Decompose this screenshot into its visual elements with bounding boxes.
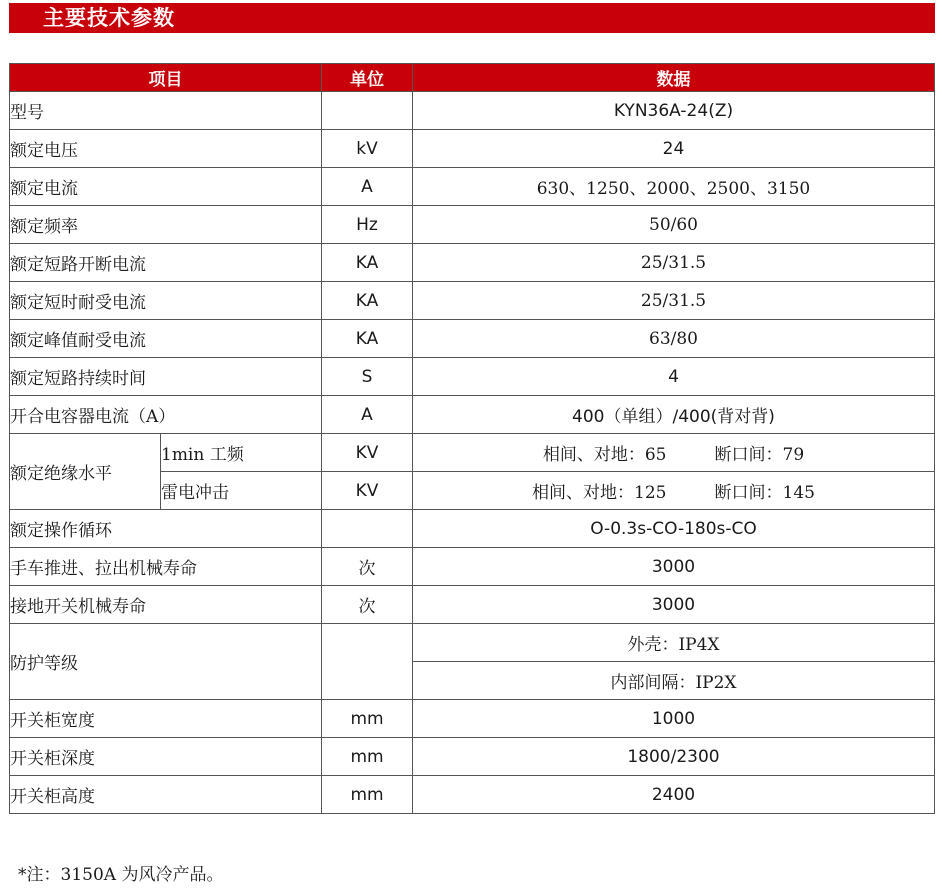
column-header-unit: 单位 — [322, 64, 413, 92]
table-row — [10, 92, 935, 130]
row-value-lightning — [413, 472, 935, 510]
row-subitem-power-frequency: 1min 工频 — [161, 434, 322, 472]
table-row — [10, 586, 935, 624]
row-unit-height: mm — [322, 776, 413, 814]
row-unit-truck-life: 次 — [322, 548, 413, 586]
table-row — [10, 320, 935, 358]
row-value-rated-voltage: 24 — [413, 130, 935, 168]
row-value-capacitor-current: 400（单组）/400(背对背) — [413, 396, 935, 434]
row-item-rated-current: 额定电流 — [10, 168, 322, 206]
table-row — [10, 358, 935, 396]
row-unit-short-circuit-duration: S — [322, 358, 413, 396]
row-value-rated-current: 630、1250、2000、2500、3150 — [413, 168, 935, 206]
row-value-earthing-life: 3000 — [413, 586, 935, 624]
row-value-internal: 内部间隔：IP2X — [413, 662, 935, 700]
row-item-truck-life: 手车推进、拉出机械寿命 — [10, 548, 322, 586]
row-value-peak-withstand: 63/80 — [413, 320, 935, 358]
table-row — [10, 700, 935, 738]
row-value-rated-frequency: 50/60 — [413, 206, 935, 244]
across-break-value: 断口间：79 — [714, 445, 805, 465]
row-item-model: 型号 — [10, 92, 322, 130]
row-item-rated-voltage: 额定电压 — [10, 130, 322, 168]
row-item-width: 开关柜宽度 — [10, 700, 322, 738]
row-unit-width: mm — [322, 700, 413, 738]
row-item-earthing-life: 接地开关机械寿命 — [10, 586, 322, 624]
row-unit-short-time-withstand: KA — [322, 282, 413, 320]
row-item-peak-withstand: 额定峰值耐受电流 — [10, 320, 322, 358]
row-value-short-circuit-duration: 4 — [413, 358, 935, 396]
row-unit-operating-cycle — [322, 510, 413, 548]
table-header-row — [10, 64, 935, 92]
row-value-short-circuit-breaking: 25/31.5 — [413, 244, 935, 282]
table-row — [10, 434, 935, 472]
row-item-depth: 开关柜深度 — [10, 738, 322, 776]
row-unit-earthing-life: 次 — [322, 586, 413, 624]
row-value-height: 2400 — [413, 776, 935, 814]
footnote: *注：3150A 为风冷产品。 — [18, 865, 224, 885]
row-item-height: 开关柜高度 — [10, 776, 322, 814]
row-item-capacitor-current: 开合电容器电流（A） — [10, 396, 322, 434]
row-value-operating-cycle: O-0.3s-CO-180s-CO — [413, 510, 935, 548]
row-unit-rated-voltage: kV — [322, 130, 413, 168]
row-unit-power-frequency: KV — [322, 434, 413, 472]
row-unit-peak-withstand: KA — [322, 320, 413, 358]
table-row — [10, 244, 935, 282]
row-value-enclosure: 外壳：IP4X — [413, 624, 935, 662]
row-item-rated-frequency: 额定频率 — [10, 206, 322, 244]
table-row — [10, 396, 935, 434]
across-break-value: 断口间：145 — [714, 483, 815, 503]
column-header-item: 项目 — [10, 64, 322, 92]
table-row — [10, 130, 935, 168]
row-value-model: KYN36A-24(Z) — [413, 92, 935, 130]
section-header-bar — [9, 3, 935, 33]
table-row — [10, 282, 935, 320]
row-unit-capacitor-current: A — [322, 396, 413, 434]
table-row — [10, 738, 935, 776]
table-row — [10, 510, 935, 548]
technical-parameters-table — [9, 63, 935, 814]
row-unit-rated-current: A — [322, 168, 413, 206]
row-value-truck-life: 3000 — [413, 548, 935, 586]
row-value-short-time-withstand: 25/31.5 — [413, 282, 935, 320]
row-value-power-frequency — [413, 434, 935, 472]
row-unit-short-circuit-breaking: KA — [322, 244, 413, 282]
row-item-short-circuit-breaking: 额定短路开断电流 — [10, 244, 322, 282]
row-unit-rated-frequency: Hz — [322, 206, 413, 244]
row-unit-protection — [322, 624, 413, 700]
row-item-short-circuit-duration: 额定短路持续时间 — [10, 358, 322, 396]
row-item-insulation: 额定绝缘水平 — [10, 434, 161, 510]
row-item-protection: 防护等级 — [10, 624, 322, 700]
row-unit-depth: mm — [322, 738, 413, 776]
column-header-data: 数据 — [413, 64, 935, 92]
phase-to-earth-value: 相间、对地：125 — [532, 483, 667, 503]
row-item-short-time-withstand: 额定短时耐受电流 — [10, 282, 322, 320]
table-row — [10, 624, 935, 662]
phase-to-earth-value: 相间、对地：65 — [542, 445, 667, 465]
row-value-depth: 1800/2300 — [413, 738, 935, 776]
table-row — [10, 776, 935, 814]
section-title: 主要技术参数 — [43, 6, 175, 30]
row-unit-model — [322, 92, 413, 130]
table-row — [10, 206, 935, 244]
table-row — [10, 168, 935, 206]
table-row — [10, 548, 935, 586]
row-item-operating-cycle: 额定操作循环 — [10, 510, 322, 548]
row-unit-lightning: KV — [322, 472, 413, 510]
row-subitem-lightning: 雷电冲击 — [161, 472, 322, 510]
row-value-width: 1000 — [413, 700, 935, 738]
